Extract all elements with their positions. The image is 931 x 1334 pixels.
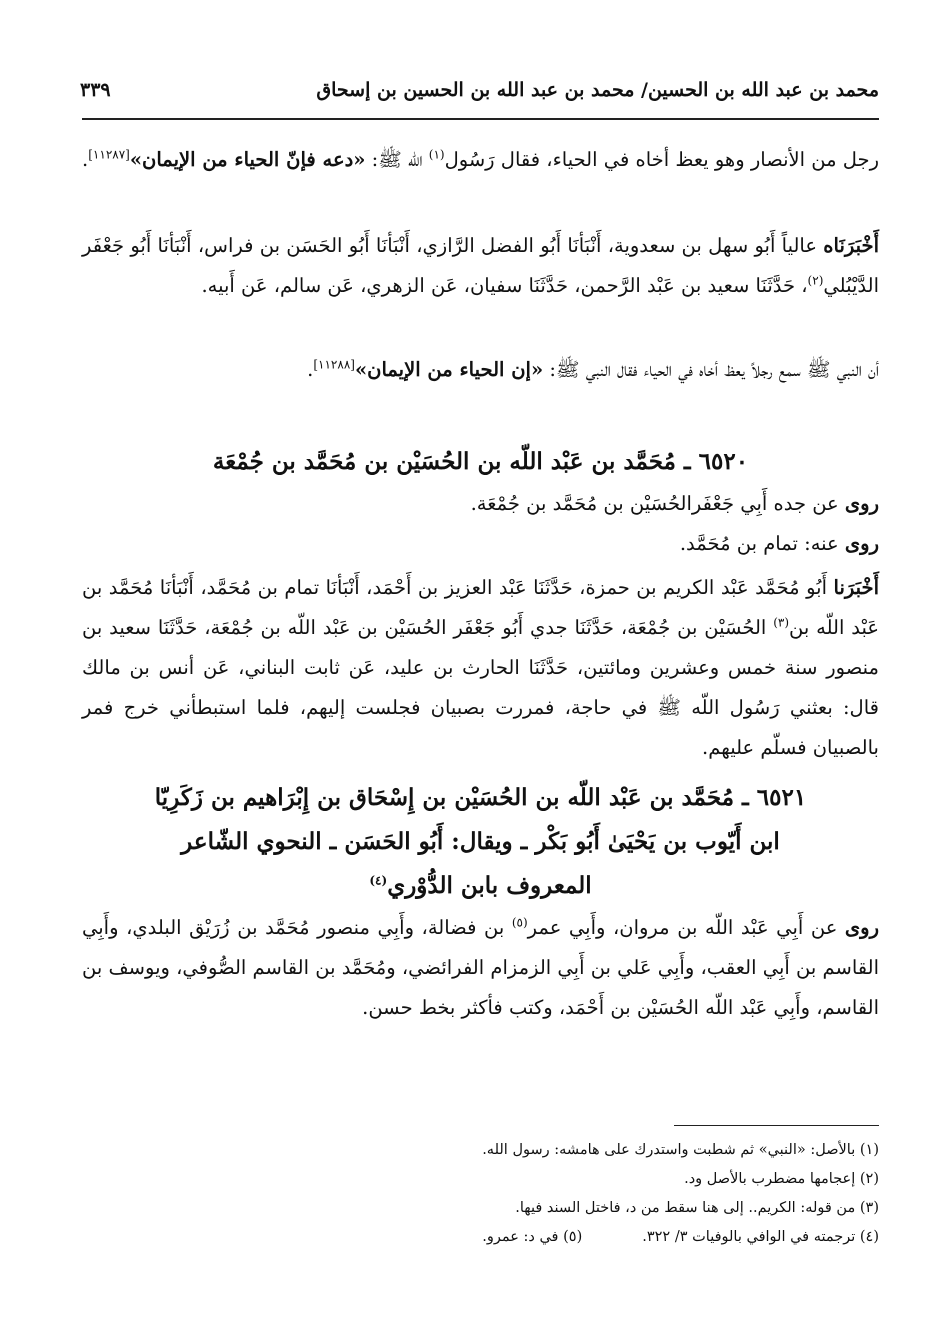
lead-word: روى xyxy=(844,916,880,939)
lead-word: أَخْبَرَنَاه xyxy=(823,234,879,257)
footnote-text: من قوله: الكريم.. إلى هنا سقط من د، فاختل السند فيها. xyxy=(515,1200,856,1216)
heading-line: ٦٥٢١ ـ مُحَمَّد بن عَبْد اللّه بن الحُسَيْن بن إِسْحَاق بن إِبْرَاهيم بن زَكَرِيّا xyxy=(154,784,807,811)
paragraph-text: عنه: تمام بن مُحَمَّد. xyxy=(679,532,845,555)
footnote-text: إعجامها مضطرب بالأصل ود. xyxy=(684,1171,856,1187)
header-rule xyxy=(82,118,879,120)
footnote-number: (١) xyxy=(859,1142,879,1158)
paragraph xyxy=(82,524,879,564)
paragraph-text: أَبُو مُحَمَّد عَبْد الكريم بن حمزة، حَدَّثَنَا عَبْد العزيز بن أَحْمَد، أَنْبَأنَا تمام بن مُحَمَّد، أَنْبَأنَا مُحَمَّد بن عَبْد اللّه بن xyxy=(82,576,879,639)
footnotes xyxy=(82,1136,879,1252)
main-text xyxy=(82,140,879,1068)
paragraph-text: عن جده أَبِي جَعْفَرالحُسَيْن بن مُحَمَّد بن جُمْعَة. xyxy=(470,492,845,515)
paragraph xyxy=(82,484,879,524)
hadith-ref: [١١٢٨٨] xyxy=(313,357,355,372)
heading-line: ابن أَيّوب بن يَحْيَىٰ أَبُو بَكْر ـ ويقال: أَبُو الحَسَن ـ النحوي الشّاعر xyxy=(181,828,780,855)
footnote xyxy=(82,1136,879,1165)
paragraph-text: عن أَبِي عَبْد اللّه بن مروان، وأَبِي عمر xyxy=(527,916,845,939)
lead-word: أَخْبَرَنا xyxy=(833,576,879,599)
hadith-quote: «دعه فإنّ الحياء من الإيمان» xyxy=(129,148,366,171)
paragraph-text: الله ﷺ: xyxy=(365,148,429,171)
footnote-number: (٥) xyxy=(563,1229,583,1245)
footnote-row xyxy=(82,1223,879,1252)
hadith-ref: [١١٢٨٧] xyxy=(88,147,130,162)
footnote-marker: (٢) xyxy=(807,273,824,288)
hadith-quote: «إن الحياء من الإيمان» xyxy=(354,358,544,381)
footnote-number: (٢) xyxy=(859,1171,879,1187)
paragraph xyxy=(82,226,879,346)
heading-line-text: المعروف بابن الدُّوْري xyxy=(387,872,592,899)
footnote-number: (٣) xyxy=(859,1200,879,1216)
paragraph-text: بن فضالة، وأَبِي منصور مُحَمَّد بن زُرَيْق البلدي، وأَبِي القاسم بن أَبِي العقب، وأَبِي عَلي بن أَبِي الزمزام الفرائضي، ومُحَمَّد بن القاسم الصُّوفي، ويوسف بن القاسم، وأَبِي عَبْد اللّه الحُسَيْن بن أَحْمَد، وكتب فأكثر بخط حسن. xyxy=(82,916,879,1019)
paragraph xyxy=(82,140,879,220)
paragraph-text: ، حَدَّثَنَا سعيد بن عَبْد الرَّحمن، حَدَّثَنَا سفيان، عَن الزهري، عَن سالم، عَن أَبيه. xyxy=(201,274,808,297)
heading-line xyxy=(82,864,879,908)
lead-word: روى xyxy=(844,532,879,555)
footnote-rule xyxy=(674,1125,879,1126)
footnote-marker: (٤) xyxy=(369,873,388,888)
footnote-text: بالأصل: «النبي» ثم شطبت واستدرك على هامشه: رسول الله. xyxy=(482,1142,856,1158)
paragraph-text: الحُسَيْن بن جُمْعَة، حَدَّثَنَا جدي أَبُو جَعْفَر الحُسَيْن بن عَبْد اللّه بن جُمْعَة، حَدَّثَنَا سعيد بن منصور سنة خمس وعشرين ومائتين، حَدَّثَنَا الحارث بن عليد، عَن ثابت البناني، عَن أنس بن مالك قال: بعثني رَسُول اللّه ﷺ في حاجة، فمررت بصبيان فجلست إليهم، فلما استبطأني خرج فمر بالصبيان فسلّم عليهم. xyxy=(82,616,879,759)
footnote-marker: (٣) xyxy=(773,615,790,630)
paragraph xyxy=(82,908,879,1068)
footnote-text: ترجمته في الوافي بالوفيات ٣/ ٣٢٢. xyxy=(642,1229,856,1245)
paragraph-text: رجل من الأنصار وهو يعظ أخاه في الحياء، فقال رَسُول xyxy=(444,148,879,171)
paragraph-end: . xyxy=(307,358,314,381)
footnote xyxy=(482,1223,582,1252)
footnote-number: (٤) xyxy=(859,1229,879,1245)
footnote xyxy=(642,1223,879,1252)
entry-heading xyxy=(82,776,879,908)
running-title: محمد بن عبد الله بن الحسين/ محمد بن عبد الله بن الحسين بن إسحاق xyxy=(316,79,879,101)
paragraph xyxy=(82,568,879,768)
footnote-marker: (١) xyxy=(428,147,445,162)
footnote xyxy=(82,1194,879,1223)
footnote xyxy=(82,1165,879,1194)
paragraph-text: أن النبي ﷺ سمع رجلاً يعظ أخاه في الحياء فقال النبي ﷺ: xyxy=(543,358,879,381)
footnote-text: في د: عمرو. xyxy=(482,1229,559,1245)
page-header xyxy=(80,72,879,108)
lead-word: روى xyxy=(844,492,879,515)
paragraph xyxy=(82,350,879,430)
page-number: ٣٣٩ xyxy=(80,79,111,101)
paragraph-end: . xyxy=(82,148,89,171)
footnote-marker: (٥) xyxy=(511,915,528,930)
paragraph-text: عالياً أَبُو سهل بن سعدوية، أَنْبَأنَا أَبُو الفضل الرَّازي، أَنْبَأنَا أَبُو الحَسَن بن فراس، أَنْبَأنَا أَبُو جَعْفَر الدَّيْبُلي xyxy=(82,234,879,297)
entry-heading: ٦٥٢٠ ـ مُحَمَّد بن عَبْد اللّه بن الحُسَيْن بن مُحَمَّد بن جُمْعَة xyxy=(212,448,749,475)
